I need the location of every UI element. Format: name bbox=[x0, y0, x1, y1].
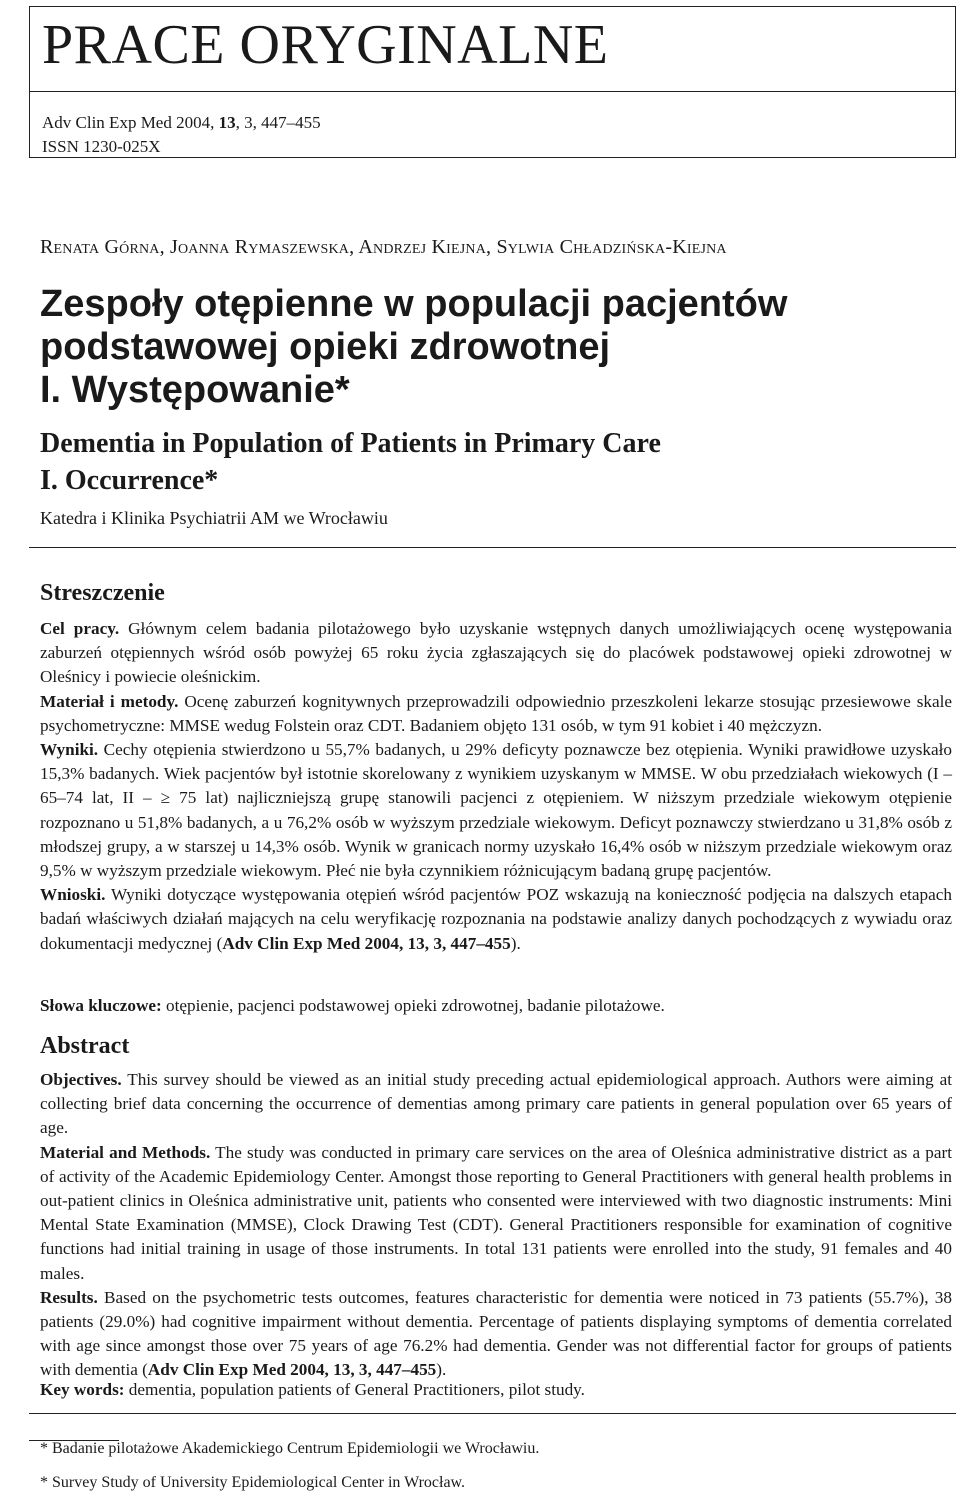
journal-section-title: PRACE ORYGINALNE bbox=[42, 14, 609, 76]
author-list: Renata Górna, Joanna Rymaszewska, Andrzej Kiejna, Sylwia Chładzińska-Kiejna bbox=[40, 236, 727, 258]
header-divider bbox=[30, 91, 955, 92]
affiliation: Katedra i Klinika Psychiatrii AM we Wrocławiu bbox=[40, 508, 388, 528]
abstract-bottom-rule bbox=[29, 1413, 956, 1414]
article-title-english bbox=[40, 425, 661, 499]
paragraph-cel: Cel pracy. Głównym celem badania pilotażowego było uzyskanie wstępnych danych umożliwiających ocenę występowania zaburzeń otępiennych wśród osób powyżej 65 roku życia zgłaszających się do placówek podstawowej opieki zdrowotnej w Oleśnicy i powiecie oleśnickim. bbox=[40, 619, 952, 687]
paragraph-methods: Material and Methods. The study was conducted in primary care services on the area of Oleśnica administrative district as a part of activity of the Academic Epidemiology Center. Amongst those reporting to General Practitioners with general health problems in out-patient clinics in Oleśnica administrative unit, patients who consented were interviewed with two diagnostic instruments: Mini Mental State Examination (MMSE), Clock Drawing Test (CDT). General Practitioners responsible for examination of cognitive functions had initial training in usage of those instruments. In total 131 patients were enrolled into the study, 91 females and 40 males. bbox=[40, 1142, 952, 1283]
citation-volume: 13 bbox=[218, 113, 236, 132]
citation-block bbox=[42, 111, 321, 159]
footnote-polish: * Badanie pilotażowe Akademickiego Centrum Epidemiologii we Wrocławiu. bbox=[40, 1440, 540, 1457]
footnote-english: * Survey Study of University Epidemiological Center in Wrocław. bbox=[40, 1474, 466, 1491]
citation-issn: ISSN 1230-025X bbox=[42, 137, 161, 156]
title-en-line: Dementia in Population of Patients in Primary Care bbox=[40, 428, 661, 459]
key-words: Key words: dementia, population patients of General Practitioners, pilot study. bbox=[40, 1380, 585, 1399]
journal-header-box bbox=[29, 6, 956, 158]
title-pl-line: Zespoły otępienne w populacji pacjentów bbox=[40, 283, 788, 325]
paragraph-wyniki: Wyniki. Cechy otępienia stwierdzono u 55,7% badanych, u 29% deficyty poznawcze bez otępienia. Wyniki prawidłowe uzyskało 15,3% badanych. Wiek pacjentów był istotnie skorelowany z wynikiem uzyskanym w MMSE. W obu przedziałach wiekowych (I – 65–74 lat, II – ≥ 75 lat) najliczniejszą grupę stanowili pacjenci z otępieniem. W niższym przedziale wiekowym otępienie rozpoznano u 51,8% badanych, a u 76,2% osób w wyższym przedziale wiekowym. Deficyt poznawczy stwierdzano u 31,8% osób z młodszej grupy, a w starszej u 14,3% osób. Wynik w granicach normy uzyskało 16,4% osób w niższym przedziale wiekowym oraz 9,5% w wyższym przedziale wiekowym. Płeć nie była czynnikiem różnicującym badaną grupę pacjentów. bbox=[40, 740, 952, 881]
abstract-body bbox=[40, 1068, 952, 1383]
slowa-kluczowe: Słowa kluczowe: otępienie, pacjenci podstawowej opieki zdrowotnej, badanie pilotażowe. bbox=[40, 996, 665, 1015]
paragraph-wnioski: Wnioski. Wyniki dotyczące występowania otępień wśród pacjentów POZ wskazują na konieczność podjęcia na dalszych etapach badań właściwych działań mających na celu weryfikację rozpoznania na podstawie analizy danych pochodzących z wywiadu oraz dokumentacji medycznej (Adv Clin Exp Med 2004, 13, 3, 447–455). bbox=[40, 885, 952, 953]
article-title-polish bbox=[40, 283, 787, 412]
paragraph-material: Materiał i metody. Ocenę zaburzeń kognitywnych przeprowadzili odpowiednio przeszkoleni lekarze stosując przesiewowe skale psychometryczne: MMSE wedug Folstein oraz CDT. Badaniem objęto 131 osób, w tym 91 kobiet i 40 mężczyzn. bbox=[40, 691, 953, 735]
title-pl-line: podstawowej opieki zdrowotnej bbox=[40, 326, 611, 368]
section-divider bbox=[29, 547, 956, 548]
citation-line-1: Adv Clin Exp Med 2004, 13, 3, 447–455 bbox=[42, 113, 321, 132]
paragraph-results: Results. Based on the psychometric tests outcomes, features characteristic for dementia were noticed in 73 patients (55.7%), 38 patients (29.0%) had cognitive impairment without dementia. Percentage of patients displaying symptoms of dementia correlated with age since amongst those over 75 years of age 76.2% had dementia. Gender was not differential factor for groups of patients with dementia (Adv Clin Exp Med 2004, 13, 3, 447–455). bbox=[40, 1287, 952, 1380]
title-en-line: I. Occurrence* bbox=[40, 465, 219, 496]
title-pl-line: I. Występowanie* bbox=[40, 369, 350, 411]
abstract-heading: Abstract bbox=[40, 1033, 130, 1059]
streszczenie-body bbox=[40, 617, 952, 956]
streszczenie-heading: Streszczenie bbox=[40, 580, 165, 606]
paragraph-objectives: Objectives. This survey should be viewed as an initial study preceding actual epidemiological approach. Authors were aiming at collecting brief data concerning the occurrence of dementias among primary care patients in general population over 65 years of age. bbox=[40, 1070, 952, 1138]
